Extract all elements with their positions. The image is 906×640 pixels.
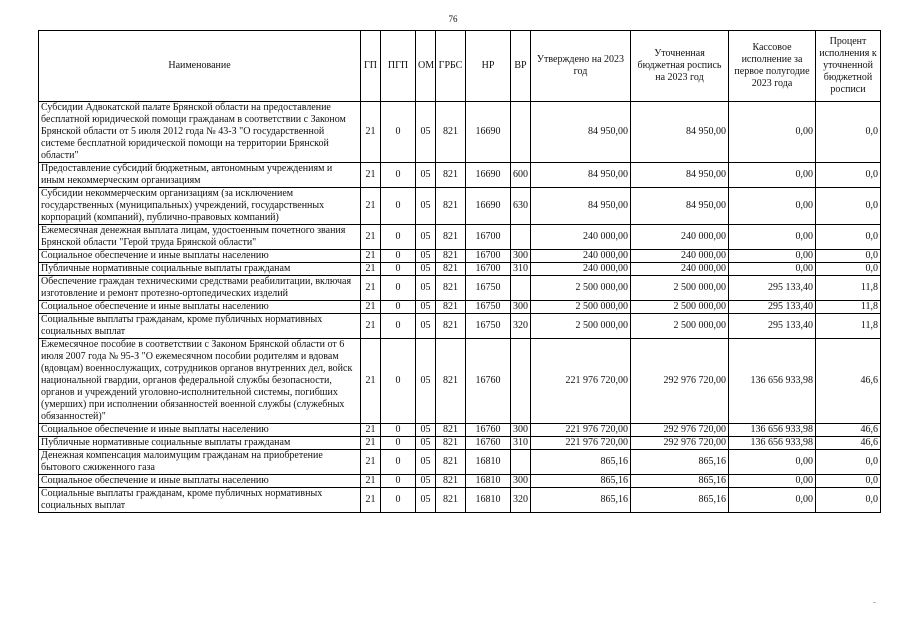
row-pgp: 0 bbox=[381, 314, 416, 339]
row-refined: 292 976 720,00 bbox=[631, 424, 729, 437]
row-pgp: 0 bbox=[381, 225, 416, 250]
table-body bbox=[39, 102, 881, 513]
row-gp: 21 bbox=[361, 301, 381, 314]
row-vr bbox=[511, 339, 531, 424]
row-cash: 136 656 933,98 bbox=[729, 339, 816, 424]
row-percent: 46,6 bbox=[816, 437, 881, 450]
row-cash: 0,00 bbox=[729, 250, 816, 263]
row-om: 05 bbox=[416, 437, 436, 450]
row-grbs: 821 bbox=[436, 225, 466, 250]
row-refined: 84 950,00 bbox=[631, 188, 729, 225]
row-approved: 2 500 000,00 bbox=[531, 314, 631, 339]
row-cash: 0,00 bbox=[729, 102, 816, 163]
row-name: Социальное обеспечение и иные выплаты населению bbox=[39, 475, 361, 488]
row-approved: 240 000,00 bbox=[531, 263, 631, 276]
row-approved: 2 500 000,00 bbox=[531, 301, 631, 314]
row-om: 05 bbox=[416, 263, 436, 276]
row-approved: 865,16 bbox=[531, 488, 631, 513]
row-cash: 0,00 bbox=[729, 263, 816, 276]
row-refined: 2 500 000,00 bbox=[631, 276, 729, 301]
row-refined: 2 500 000,00 bbox=[631, 301, 729, 314]
row-percent: 0,0 bbox=[816, 450, 881, 475]
row-cash: 0,00 bbox=[729, 488, 816, 513]
row-gp: 21 bbox=[361, 250, 381, 263]
row-om: 05 bbox=[416, 102, 436, 163]
row-refined: 84 950,00 bbox=[631, 163, 729, 188]
row-om: 05 bbox=[416, 301, 436, 314]
row-vr bbox=[511, 276, 531, 301]
row-refined: 240 000,00 bbox=[631, 250, 729, 263]
row-nr: 16810 bbox=[466, 488, 511, 513]
row-vr: 310 bbox=[511, 263, 531, 276]
row-percent: 46,6 bbox=[816, 339, 881, 424]
table-row bbox=[39, 488, 881, 513]
row-vr: 300 bbox=[511, 475, 531, 488]
row-nr: 16700 bbox=[466, 225, 511, 250]
row-om: 05 bbox=[416, 163, 436, 188]
table-row bbox=[39, 339, 881, 424]
row-pgp: 0 bbox=[381, 301, 416, 314]
row-gp: 21 bbox=[361, 102, 381, 163]
header-grbs: ГРБС bbox=[436, 31, 466, 102]
row-pgp: 0 bbox=[381, 102, 416, 163]
row-name: Социальные выплаты гражданам, кроме публичных нормативных социальных выплат bbox=[39, 314, 361, 339]
row-percent: 46,6 bbox=[816, 424, 881, 437]
row-pgp: 0 bbox=[381, 437, 416, 450]
row-pgp: 0 bbox=[381, 488, 416, 513]
row-vr: 300 bbox=[511, 250, 531, 263]
row-nr: 16750 bbox=[466, 301, 511, 314]
row-cash: 0,00 bbox=[729, 475, 816, 488]
row-nr: 16760 bbox=[466, 339, 511, 424]
header-refined: Уточненная бюджетная роспись на 2023 год bbox=[631, 31, 729, 102]
header-name: Наименование bbox=[39, 31, 361, 102]
row-gp: 21 bbox=[361, 263, 381, 276]
row-grbs: 821 bbox=[436, 488, 466, 513]
row-grbs: 821 bbox=[436, 163, 466, 188]
row-gp: 21 bbox=[361, 475, 381, 488]
header-om: ОМ bbox=[416, 31, 436, 102]
row-approved: 221 976 720,00 bbox=[531, 424, 631, 437]
row-name: Социальное обеспечение и иные выплаты населению bbox=[39, 301, 361, 314]
row-cash: 136 656 933,98 bbox=[729, 424, 816, 437]
row-gp: 21 bbox=[361, 276, 381, 301]
row-gp: 21 bbox=[361, 339, 381, 424]
row-name: Публичные нормативные социальные выплаты гражданам bbox=[39, 437, 361, 450]
table-row bbox=[39, 276, 881, 301]
row-vr bbox=[511, 225, 531, 250]
row-refined: 865,16 bbox=[631, 450, 729, 475]
row-grbs: 821 bbox=[436, 424, 466, 437]
row-gp: 21 bbox=[361, 488, 381, 513]
row-vr: 600 bbox=[511, 163, 531, 188]
row-pgp: 0 bbox=[381, 424, 416, 437]
row-cash: 136 656 933,98 bbox=[729, 437, 816, 450]
table-header bbox=[39, 31, 881, 102]
header-gp: ГП bbox=[361, 31, 381, 102]
row-grbs: 821 bbox=[436, 339, 466, 424]
row-refined: 292 976 720,00 bbox=[631, 339, 729, 424]
row-om: 05 bbox=[416, 488, 436, 513]
row-om: 05 bbox=[416, 475, 436, 488]
header-vr: ВР bbox=[511, 31, 531, 102]
row-grbs: 821 bbox=[436, 263, 466, 276]
scan-mark bbox=[873, 602, 876, 603]
row-nr: 16690 bbox=[466, 163, 511, 188]
row-percent: 0,0 bbox=[816, 475, 881, 488]
table-row bbox=[39, 475, 881, 488]
row-cash: 0,00 bbox=[729, 163, 816, 188]
header-cash: Кассовое исполнение за первое полугодие 2023 года bbox=[729, 31, 816, 102]
row-grbs: 821 bbox=[436, 301, 466, 314]
row-om: 05 bbox=[416, 314, 436, 339]
row-approved: 84 950,00 bbox=[531, 102, 631, 163]
row-gp: 21 bbox=[361, 188, 381, 225]
table-row bbox=[39, 250, 881, 263]
row-vr bbox=[511, 102, 531, 163]
row-approved: 865,16 bbox=[531, 475, 631, 488]
row-cash: 0,00 bbox=[729, 225, 816, 250]
row-gp: 21 bbox=[361, 225, 381, 250]
row-percent: 0,0 bbox=[816, 225, 881, 250]
row-name: Социальное обеспечение и иные выплаты населению bbox=[39, 424, 361, 437]
row-pgp: 0 bbox=[381, 276, 416, 301]
table-row bbox=[39, 314, 881, 339]
row-nr: 16750 bbox=[466, 314, 511, 339]
row-approved: 84 950,00 bbox=[531, 188, 631, 225]
row-grbs: 821 bbox=[436, 314, 466, 339]
row-refined: 865,16 bbox=[631, 488, 729, 513]
table-row bbox=[39, 450, 881, 475]
row-refined: 84 950,00 bbox=[631, 102, 729, 163]
row-nr: 16690 bbox=[466, 188, 511, 225]
row-percent: 0,0 bbox=[816, 250, 881, 263]
row-name: Субсидии Адвокатской палате Брянской области на предоставление бесплатной юридической помощи гражданам в соответствии с Законом Брянской области от 5 июля 2012 года № 43-З "О государственной системе бесплатной юридической помощи на территории Брянской области" bbox=[39, 102, 361, 163]
row-percent: 11,8 bbox=[816, 314, 881, 339]
row-refined: 2 500 000,00 bbox=[631, 314, 729, 339]
header-nr: НР bbox=[466, 31, 511, 102]
row-grbs: 821 bbox=[436, 450, 466, 475]
row-nr: 16700 bbox=[466, 263, 511, 276]
row-approved: 240 000,00 bbox=[531, 250, 631, 263]
row-gp: 21 bbox=[361, 437, 381, 450]
row-nr: 16750 bbox=[466, 276, 511, 301]
row-gp: 21 bbox=[361, 314, 381, 339]
row-vr: 320 bbox=[511, 488, 531, 513]
table-row bbox=[39, 102, 881, 163]
row-om: 05 bbox=[416, 424, 436, 437]
row-gp: 21 bbox=[361, 163, 381, 188]
row-vr: 320 bbox=[511, 314, 531, 339]
row-om: 05 bbox=[416, 225, 436, 250]
row-pgp: 0 bbox=[381, 450, 416, 475]
row-om: 05 bbox=[416, 276, 436, 301]
row-pgp: 0 bbox=[381, 475, 416, 488]
row-gp: 21 bbox=[361, 450, 381, 475]
row-grbs: 821 bbox=[436, 276, 466, 301]
row-vr: 300 bbox=[511, 424, 531, 437]
row-nr: 16810 bbox=[466, 475, 511, 488]
row-refined: 292 976 720,00 bbox=[631, 437, 729, 450]
page-number: 76 bbox=[448, 14, 458, 24]
row-approved: 221 976 720,00 bbox=[531, 339, 631, 424]
row-name: Публичные нормативные социальные выплаты гражданам bbox=[39, 263, 361, 276]
row-cash: 0,00 bbox=[729, 450, 816, 475]
row-om: 05 bbox=[416, 450, 436, 475]
row-grbs: 821 bbox=[436, 250, 466, 263]
row-percent: 0,0 bbox=[816, 102, 881, 163]
row-nr: 16760 bbox=[466, 437, 511, 450]
row-gp: 21 bbox=[361, 424, 381, 437]
table-row bbox=[39, 424, 881, 437]
row-pgp: 0 bbox=[381, 263, 416, 276]
table-row bbox=[39, 301, 881, 314]
row-approved: 2 500 000,00 bbox=[531, 276, 631, 301]
row-name: Ежемесячное пособие в соответствии с Законом Брянской области от 6 июля 2007 года № 95-З "О ежемесячном пособии родителям и вдовам (вдовцам) военнослужащих, сотрудников органов внутренних дел, войск национальной гвардии, органов федеральной службы безопасности, органов и учреждений уголовно-исполнительной системы, погибших (умерших) при исполнении обязанностей военной службы (служебных обязанностей)" bbox=[39, 339, 361, 424]
table-row bbox=[39, 163, 881, 188]
header-approved: Утверждено на 2023 год bbox=[531, 31, 631, 102]
row-cash: 295 133,40 bbox=[729, 276, 816, 301]
row-percent: 0,0 bbox=[816, 163, 881, 188]
row-approved: 865,16 bbox=[531, 450, 631, 475]
row-vr: 310 bbox=[511, 437, 531, 450]
row-pgp: 0 bbox=[381, 250, 416, 263]
row-nr: 16810 bbox=[466, 450, 511, 475]
row-cash: 295 133,40 bbox=[729, 314, 816, 339]
table-row bbox=[39, 263, 881, 276]
row-name: Социальные выплаты гражданам, кроме публичных нормативных социальных выплат bbox=[39, 488, 361, 513]
row-name: Субсидии некоммерческим организациям (за исключением государственных (муниципальных) учреждений, государственных корпораций (компаний), публично-правовых компаний) bbox=[39, 188, 361, 225]
row-approved: 84 950,00 bbox=[531, 163, 631, 188]
row-percent: 0,0 bbox=[816, 188, 881, 225]
row-pgp: 0 bbox=[381, 188, 416, 225]
table-row bbox=[39, 225, 881, 250]
row-grbs: 821 bbox=[436, 102, 466, 163]
row-om: 05 bbox=[416, 339, 436, 424]
row-nr: 16700 bbox=[466, 250, 511, 263]
row-om: 05 bbox=[416, 250, 436, 263]
row-name: Социальное обеспечение и иные выплаты населению bbox=[39, 250, 361, 263]
row-percent: 11,8 bbox=[816, 301, 881, 314]
row-cash: 295 133,40 bbox=[729, 301, 816, 314]
table-row bbox=[39, 188, 881, 225]
row-percent: 11,8 bbox=[816, 276, 881, 301]
row-name: Предоставление субсидий бюджетным, автономным учреждениям и иным некоммерческим организациям bbox=[39, 163, 361, 188]
row-nr: 16760 bbox=[466, 424, 511, 437]
row-percent: 0,0 bbox=[816, 263, 881, 276]
row-vr: 630 bbox=[511, 188, 531, 225]
row-pgp: 0 bbox=[381, 339, 416, 424]
row-grbs: 821 bbox=[436, 188, 466, 225]
row-cash: 0,00 bbox=[729, 188, 816, 225]
row-name: Обеспечение граждан техническими средствами реабилитации, включая изготовление и ремонт протезно-ортопедических изделий bbox=[39, 276, 361, 301]
row-grbs: 821 bbox=[436, 475, 466, 488]
row-refined: 240 000,00 bbox=[631, 225, 729, 250]
budget-table bbox=[38, 30, 881, 513]
row-vr: 300 bbox=[511, 301, 531, 314]
row-vr bbox=[511, 450, 531, 475]
row-approved: 240 000,00 bbox=[531, 225, 631, 250]
row-percent: 0,0 bbox=[816, 488, 881, 513]
row-refined: 240 000,00 bbox=[631, 263, 729, 276]
row-om: 05 bbox=[416, 188, 436, 225]
header-pgp: ПГП bbox=[381, 31, 416, 102]
row-refined: 865,16 bbox=[631, 475, 729, 488]
row-grbs: 821 bbox=[436, 437, 466, 450]
row-name: Денежная компенсация малоимущим гражданам на приобретение бытового сжиженного газа bbox=[39, 450, 361, 475]
row-pgp: 0 bbox=[381, 163, 416, 188]
header-percent: Процент исполнения к уточненной бюджетной росписи bbox=[816, 31, 881, 102]
row-approved: 221 976 720,00 bbox=[531, 437, 631, 450]
row-nr: 16690 bbox=[466, 102, 511, 163]
table-row bbox=[39, 437, 881, 450]
row-name: Ежемесячная денежная выплата лицам, удостоенным почетного звания Брянской области "Герой труда Брянской области" bbox=[39, 225, 361, 250]
